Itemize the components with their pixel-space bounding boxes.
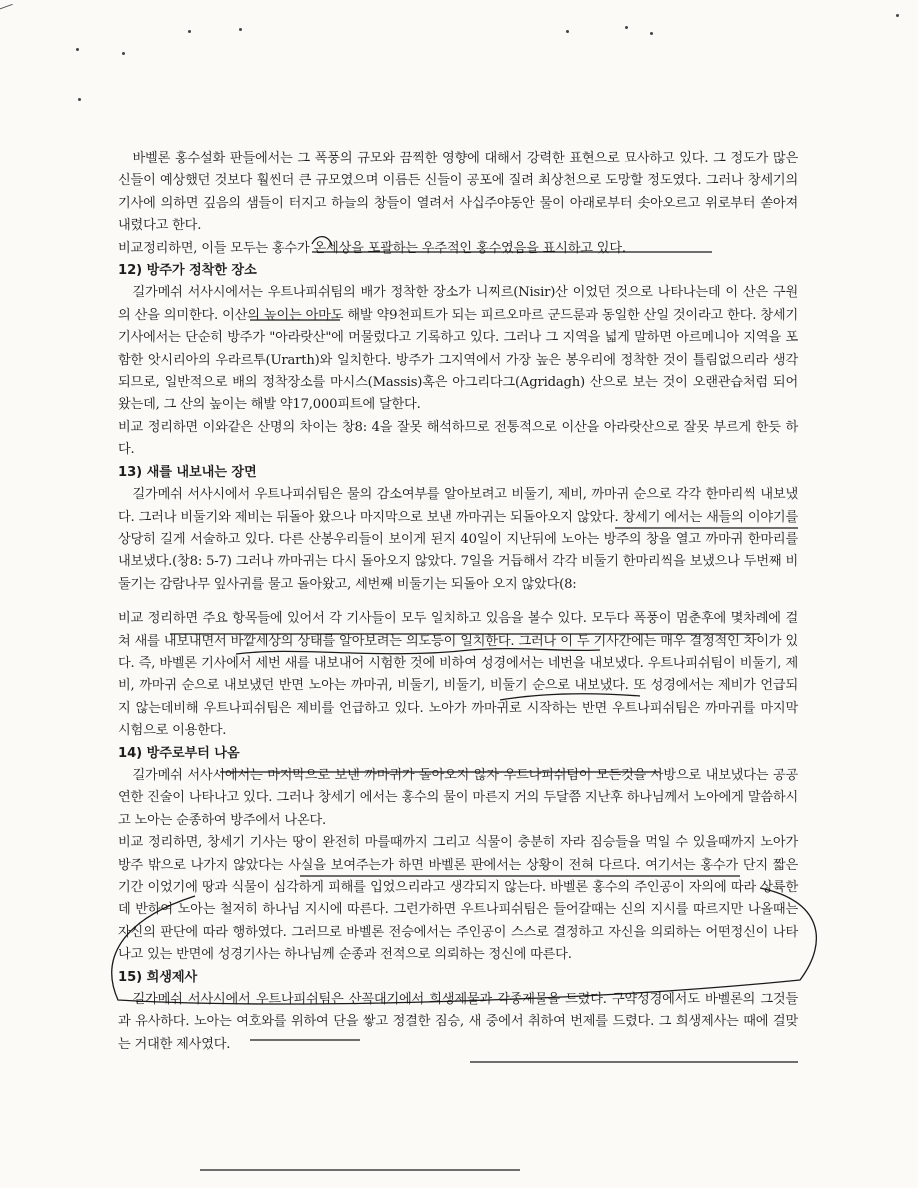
scan-speck [76,48,79,51]
scan-speck [625,26,628,29]
section-heading: 15) 희생제사 [118,969,198,985]
document-body [118,148,798,1056]
scan-speck [650,32,653,35]
comparison-summary: 비교 정리하면 이와같은 산명의 차이는 창8: 4을 잘못 해석하므로 전통적으로 이산을 아라랏산으로 잘못 부르게 한듯 하다. [118,419,798,458]
scan-speck [896,14,899,17]
paragraph: 길가메쉬 서사시에서는 마지막으로 보낸 까마귀가 돌아오지 않자 우트나피쉬팀이 모든것을 사방으로 내보냈다는 공공연한 진술이 나타나고 있다. 그러나 창세기 에서는 홍수의 물이 마른지 거의 두달쯤 지난후 하나님께서 노아에게 말씀하시고 노아는 순종하여 방주에서 나온다. [118,767,798,828]
section-heading: 12) 방주가 정착한 장소 [118,263,257,279]
scan-speck [188,30,191,33]
comparison-summary: 비교정리하면, 이들 모두는 홍수가 온세상을 포괄하는 우주적인 홍수였음을 표시하고 있다. [118,240,626,256]
scan-speck [566,30,569,33]
scan-speck [78,98,81,101]
comparison-summary: 비교 정리하면 주요 항목들에 있어서 각 기사들이 모두 일치하고 있음을 볼수 있다. 모두다 폭풍이 멈춘후에 몇차례에 걸쳐 새를 내보내면서 바깥세상의 상태를 알아보려는 의도등이 일치한다. 그러나 이 두 기사간에는 매우 결정적인 차이가 있다. 즉, 바벨론 기사에서 세번 새를 내보내어 시험한 것에 비하여 성경에서는 네번을 내보냈다. 우트나피쉬팀이 비둘기, 제비, 까마귀 순으로 내보냈던 반면 노아는 까마귀, 비둘기, 비둘기, 비둘기 순으로 내보냈다. 또 성경에서는 제비가 언급되지 않는데비해 우트나피쉬팀은 제비를 언급하고 있다. 노아가 까마귀로 시작하는 반면 우트나피쉬팀은 까마귀를 마지막 시험으로 이용한다. [118,611,798,739]
scan-speck [122,52,125,55]
paragraph: 바벨론 홍수설화 판들에서는 그 폭풍의 규모와 끔찍한 영향에 대해서 강력한 표현으로 묘사하고 있다. 그 정도가 많은 신들이 예상했던 것보다 훨씬더 큰 규모였으며 이름든 신들이 공포에 질려 최상천으로 도망할 정도였다. 그러나 창세기의 기사에 의하면 깊음의 샘들이 터지고 하늘의 창들이 열려서 사십주야동안 물이 아래로부터 솟아오르고 위로부터 쏟아져 내렸다고 한다. [118,151,798,234]
comparison-summary: 비교 정리하면, 창세기 기사는 땅이 완전히 마를때까지 그리고 식물이 충분히 자라 짐승들을 먹일 수 있을때까지 노아가 방주 밖으로 나가지 않았다는 사실을 보여주는가 하면 바벨론 판에서는 상황이 전혀 다르다. 여기서는 홍수가 단지 짧은 기간 이었기에 땅과 식물이 심각하게 피해를 입었으리라고 생각되지 않는다. 바벨론 홍수의 주인공이 자의에 따라 상륙한데 반하여 노아는 철저히 하나님 지시에 따른다. 그런가하면 우트나피쉬팀은 들어갈때는 신의 지시를 따르지만 나올때는 자신의 판단에 따라 행하였다. 그러므로 바벨론 전승에서는 주인공이 스스로 결정하고 자신을 의뢰하는 어떤정신이 나타나고 있는 반면에 성경기사는 하나님께 순종과 전적으로 의뢰하는 정신에 따른다. [118,835,798,963]
paragraph: 길가메쉬 서사시에서 우트나피쉬팀은 물의 감소여부를 알아보려고 비둘기, 제비, 까마귀 순으로 각각 한마리씩 내보냈다. 그러나 비둘기와 제비는 뒤돌아 왔으나 마지막으로 보낸 까마귀는 되돌아오지 않았다. 창세기 에서는 새들의 이야기를 상당히 길게 서술하고 있다. 다른 산봉우리들이 보이게 된지 40일이 지난뒤에 노아는 방주의 창을 열고 까마귀 한마리를 내보냈다.(창8: 5-7) 그러나 까마귀는 다시 돌아오지 않았다. 7일을 거듭해서 각각 비둘기 한마리씩을 보냈으나 두번째 비둘기는 감람나무 잎사귀를 물고 돌아왔고, 세번째 비둘기는 되돌아 오지 않았다(8: [118,487,798,592]
page-corner-mark [0,4,15,15]
section-heading: 14) 방주로부터 나옴 [118,745,240,761]
scan-speck [239,28,242,31]
section-heading: 13) 새를 내보내는 장면 [118,464,257,480]
paragraph: 길가메쉬 서사시에서는 우트나피쉬팀의 배가 정착한 장소가 니찌르(Nisir)산 이었던 것으로 나타나는데 이 산은 구원의 산을 의미한다. 이산의 높이는 아마도 해발 약9천피트가 되는 피르오마르 군드룬과 동일한 산일 것이라고 한다. 창세기 기사에서는 단순히 방주가 "아라랏산"에 머물렀다고 기록하고 있다. 그러나 그 지역을 넓게 말하면 아르메니아 지역을 포함한 앗시리아의 우라르투(Urarth)와 일치한다. 방주가 그지역에서 가장 높은 봉우리에 정착한 것이 틀림없으리라 생각되므로, 일반적으로 배의 정착장소를 마시스(Massis)혹은 아그리다그(Agridagh) 산으로 보는 것이 오랜관습처럼 되어 왔는데, 그 산의 높이는 해발 약17,000피트에 달한다. [118,285,798,413]
paragraph: 길가메쉬 서사시에서 우트나피쉬팀은 산꼭대기에서 희생제물과 각종제물을 드렸다. 구약성경에서도 바벨론의 그것들과 유사하다. 노아는 여호와를 위하여 단을 쌓고 정결한 짐승, 새 중에서 취하여 번제를 드렸다. 그 희생제사는 때에 걸맞는 거대한 제사였다. [118,992,798,1052]
